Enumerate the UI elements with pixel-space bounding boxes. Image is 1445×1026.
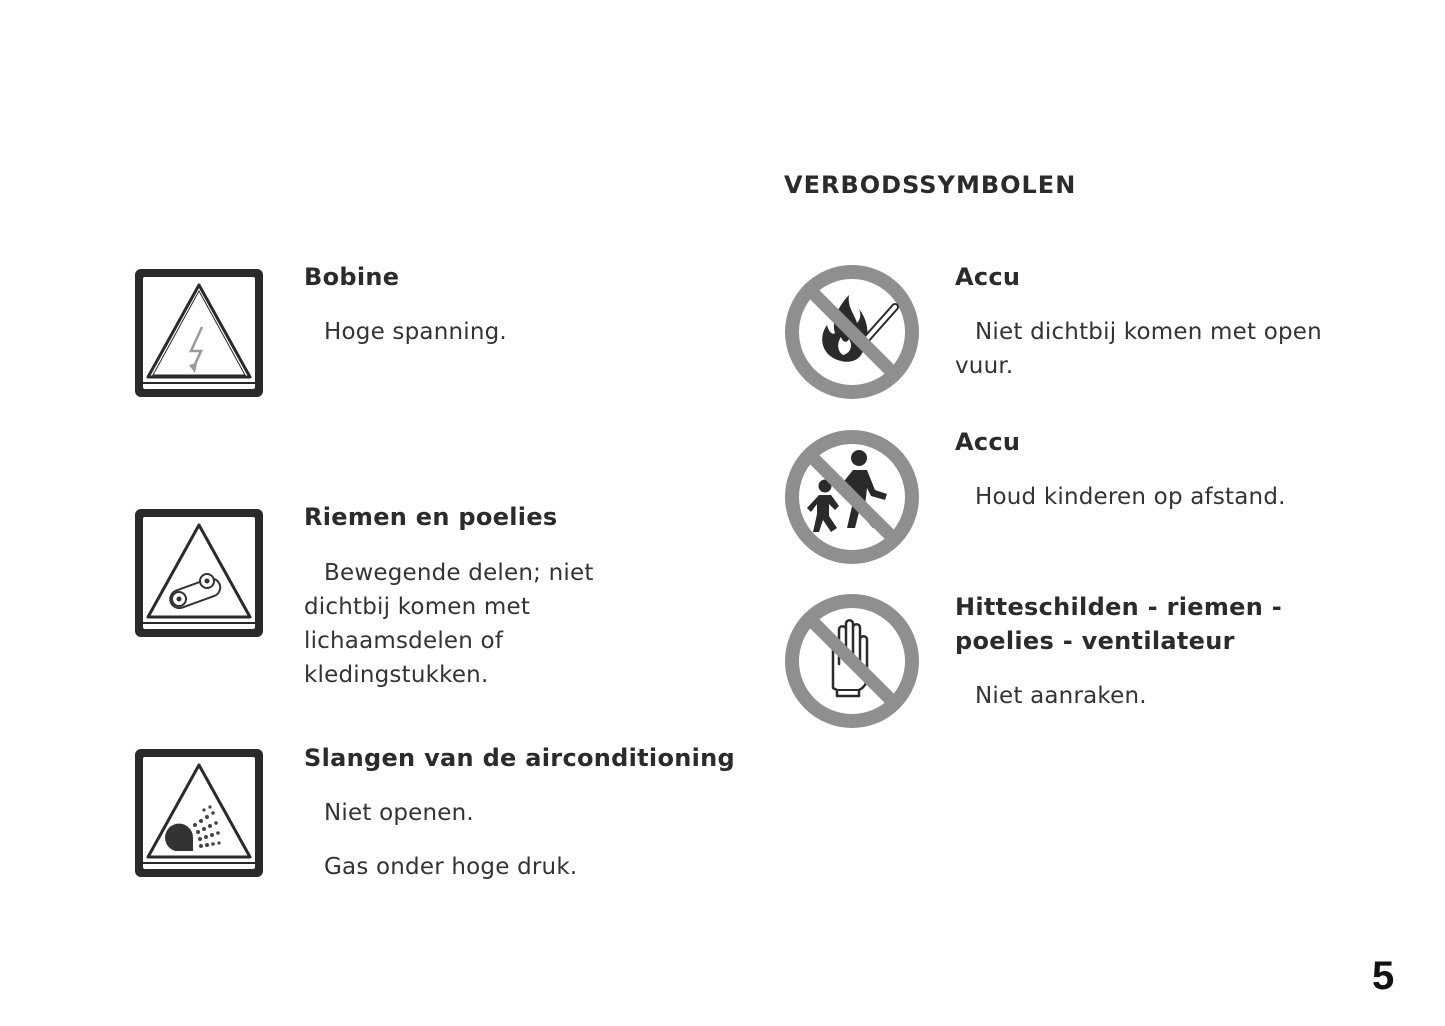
pressurized-gas-warning-icon <box>131 745 267 881</box>
warning-text-aircon-2: Gas onder hoge druk. <box>324 854 578 880</box>
prohibition-text-accu-flame: Niet dichtbij komen met open vuur. <box>955 319 1322 379</box>
keep-children-away-icon <box>783 428 921 566</box>
warning-title-aircon: Slangen van de airconditioning <box>304 744 736 772</box>
warning-text-belts: Bewegende delen; niet dichtbij komen met lichaamsdelen of kledingstukken. <box>304 560 594 688</box>
warning-title-bobine: Bobine <box>304 263 400 291</box>
prohibition-title-accu-flame: Accu <box>955 263 1021 291</box>
prohibition-text-accu-children: Houd kinderen op afstand. <box>975 484 1286 510</box>
section-heading: VERBODSSYMBOLEN <box>784 171 1077 199</box>
warning-title-belts: Riemen en poelies <box>304 503 558 531</box>
warning-text-bobine: Hoge spanning. <box>324 319 507 345</box>
no-open-flame-icon <box>783 263 921 401</box>
prohibition-text-heatshields: Niet aanraken. <box>975 683 1147 709</box>
high-voltage-warning-icon <box>131 265 267 401</box>
prohibition-title-heatshields: Hitteschilden - riemen - poelies - ventilateur <box>955 593 1283 655</box>
belts-pulleys-warning-icon <box>131 505 267 641</box>
warning-text-aircon-1: Niet openen. <box>324 800 474 826</box>
prohibition-title-accu-children: Accu <box>955 428 1021 456</box>
page-number: 5 <box>1372 954 1395 998</box>
do-not-touch-icon <box>783 592 921 730</box>
